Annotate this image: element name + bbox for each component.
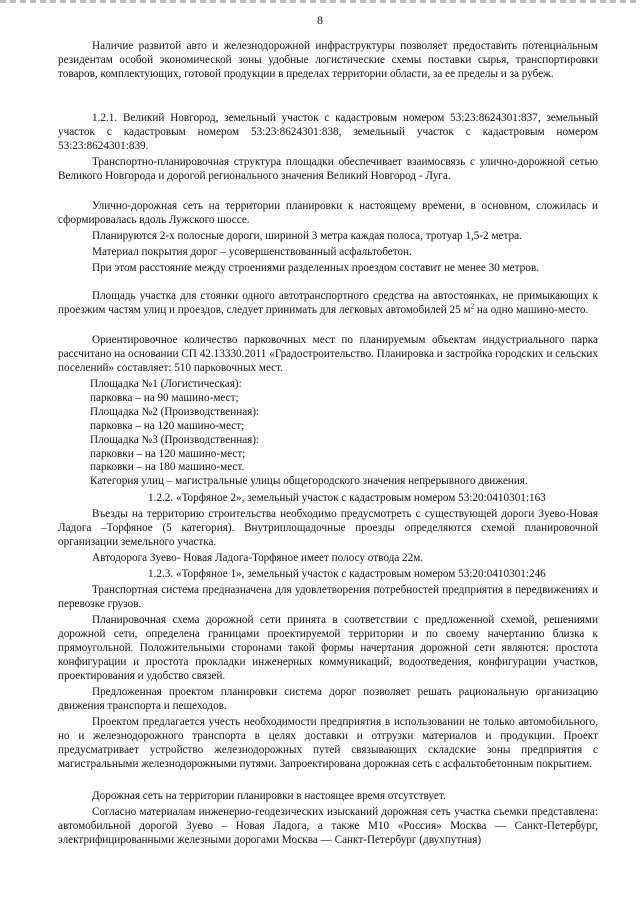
- para-roads-planned: Планируются 2-х полосные дороги, шириной 3 метра каждая полоса, тротуар 1,5-2 метра.: [92, 230, 522, 242]
- para-planning-scheme: Планировочная схема дорожной сети принята в соответствии с предложенной схемой, решениями дорожной сети, определена границами проектируемой территории и по своему начертанию близка к прямоугольной. Положительными сторонами такой формы начертания дорожной сети являются: простота конфигурации и простота прокладки инженерных коммуникаций, водоотведения, конфигурации участков, проектирования и удобство связей.: [58, 614, 598, 682]
- para-transport-system: Транспортная система предназначена для удовлетворения потребностей предприятия в передвижениях и перевозке грузов.: [58, 584, 598, 610]
- parking-list: [58, 378, 630, 489]
- para-rail-transport: Проектом предлагается учесть необходимости предприятия в использовании не только автомобильного, но и железнодорожного транспорта в целях доставки и отгрузки материалов и продукции. Проект предусматривает устройство железнодорожных путей связывающих складские зоны предприятия с магистральными железнодорожными путями. Запроектирована дорожная сеть с асфальтобетонным покрытием.: [58, 716, 598, 770]
- para-distance: При этом расстояние между строениями разделенных проездом составит не менее 30 метров.: [92, 262, 539, 274]
- para-proposed-system: Предложенная проектом планировки система дорог позволяет решать рациональную организацию движения транспорта и пешеходов.: [58, 686, 598, 712]
- scan-edge: [0, 0, 640, 3]
- para-parking-count: Ориентировочное количество парковочных мест по планируемым объектам индустриального парка рассчитано на основании СП 42.13330.2011 «Градостроительство. Планировка и застройка городских и сельских поселений» составляет: 510 парковочных мест.: [58, 334, 598, 374]
- para-entries: Въезды на территорию строительства необходимо предусмотреть с существующей дороги Зуево-Новая Ладога –Торфяное (5 категория). Внутриплощадочные проезды определяются схемой планировочной организации земельного участка.: [58, 508, 598, 548]
- para-transport-structure: Транспортно-планировочная структура площадки обеспечивает взаимосвязь с улично-дорожной сетью Великого Новгорода и дорогой регионального значения Великий Новгород - Луга.: [58, 156, 598, 182]
- list-item: Площадка №2 (Производственная):: [90, 405, 260, 418]
- list-item: Категория улиц – магистральные улицы общегородского значения непрерывного движения.: [90, 475, 528, 488]
- para-section-1-2-2: 1.2.2. «Торфяное 2», земельный участок с кадастровым номером 53:20:0410301:163: [148, 492, 546, 504]
- list-item: парковка – на 120 машино-мест;: [90, 419, 245, 432]
- para-parking-area-text: Площадь участка для стоянки одного автотранспортного средства на автостоянках, не примыкающих к проезжим частям улиц и проездов, следует принимать для легковых автомобилей: [58, 290, 598, 316]
- list-item: парковки – на 180 машино-мест.: [90, 461, 245, 474]
- para-section-1-2-3: 1.2.3. «Торфяное 1», земельный участок с кадастровым номером 53:20:0410301:246: [148, 568, 546, 580]
- para-infrastructure: Наличие развитой авто и железнодорожной инфраструктуры позволяет предоставить потенциальным резидентам особой экономической зоны удобные логистические схемы поставки сырья, транспортировки товаров, комплектующих, готовой продукции в пределах территории области, за ее пределы и за рубеж.: [58, 40, 598, 80]
- area-unit-text: на одно машино-место.: [474, 303, 589, 316]
- para-parking-area: [58, 290, 598, 318]
- area-exponent: 2: [470, 302, 475, 311]
- page-number: 8: [317, 13, 323, 27]
- list-item: Площадка №3 (Производственная):: [90, 433, 260, 446]
- para-road-network: Улично-дорожная сеть на территории планировки к настоящему времени, в основном, сложилась и сформировалась вдоль Лужского шоссе.: [58, 200, 598, 226]
- list-item: Площадка №1 (Логистическая):: [90, 378, 242, 390]
- area-value: 25 м: [449, 303, 471, 316]
- list-item: парковка – на 90 машино-мест;: [90, 391, 239, 404]
- para-section-1-2-1: 1.2.1. Великий Новгород, земельный участок с кадастровым номером 53:23:8624301:837, земельный участок с кадастровым номером 53:23:8624301:838, земельный участок с кадастровым номером 53:23:8624301:839.: [58, 112, 598, 152]
- para-road-strip: Автодорога Зуево- Новая Ладога-Торфяное имеет полосу отвода 22м.: [92, 552, 424, 564]
- list-item: парковки – на 120 машино-мест;: [90, 447, 246, 460]
- para-survey: Согласно материалам инженерно-геодезических изысканий дорожная сеть участка съемки представлена: автомобильной дорогой Зуево – Новая Ладога, а также М10 «Россия» Москва — Санкт-Петербург, электрифицированными железными дорогами Москва — Санкт-Петербург (двухпутная): [58, 806, 598, 846]
- para-no-network: Дорожная сеть на территории планировки в настоящее время отсутствует.: [92, 790, 446, 802]
- para-road-material: Материал покрытия дорог – усовершенствованный асфальтобетон.: [92, 246, 412, 258]
